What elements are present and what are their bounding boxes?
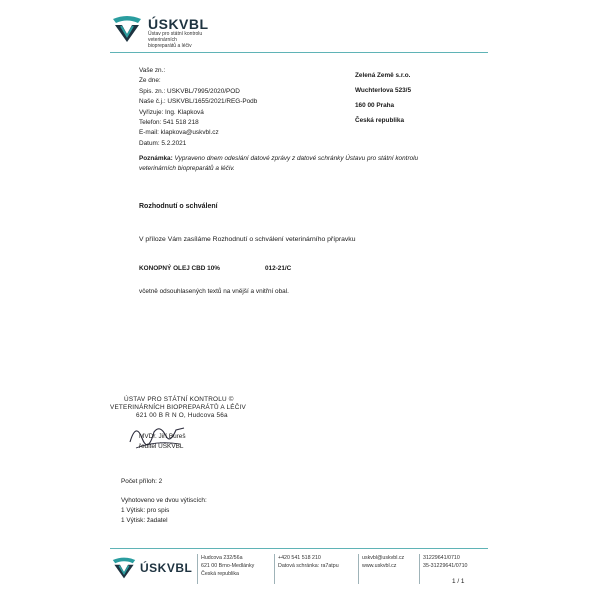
footer-brand: ÚSKVBL bbox=[140, 561, 193, 575]
recipient-line: Zelená Země s.r.o. bbox=[355, 72, 411, 79]
footer-address bbox=[201, 554, 254, 578]
official-stamp bbox=[110, 396, 246, 420]
header-subtitle-line: veterinárních bbox=[148, 37, 177, 43]
signatory-title: ředitel ÚSKVBL bbox=[139, 443, 184, 450]
recipient-line: 160 00 Praha bbox=[355, 102, 395, 109]
header-subtitle bbox=[148, 31, 202, 49]
body-text: V příloze Vám zasíláme Rozhodnutí o schválení veterinárního přípravku bbox=[139, 236, 356, 243]
copies-block bbox=[121, 496, 207, 526]
recipient-line: Wuchterlova 523/5 bbox=[355, 87, 412, 94]
stamp-line: ÚSTAV PRO STÁTNÍ KONTROLU © bbox=[124, 396, 234, 403]
reference-line: Ze dne: bbox=[139, 77, 161, 85]
note-text: veterinárních biopreparátů a léčiv. bbox=[139, 165, 235, 172]
footer-divider bbox=[197, 554, 198, 584]
subject: Rozhodnutí o schválení bbox=[139, 203, 218, 210]
footer-logo-icon bbox=[110, 556, 138, 580]
footer-email[interactable]: uskvbl@uskvbl.cz bbox=[362, 555, 405, 561]
reference-line: E-mail: klapkova@uskvbl.cz bbox=[139, 129, 219, 137]
reference-line: Telefon: 541 518 218 bbox=[139, 119, 199, 127]
reference-line: Naše č.j.: USKVBL/1655/2021/REG-Podb bbox=[139, 98, 258, 106]
header-subtitle-line: Ústav pro státní kontrolu bbox=[148, 31, 203, 37]
footer-address-line: 621 00 Brno-Medlánky bbox=[201, 563, 255, 569]
uskvbl-logo-icon bbox=[110, 14, 144, 44]
footer-ids bbox=[423, 554, 467, 570]
signatory bbox=[139, 432, 186, 452]
recipient-address bbox=[355, 68, 411, 128]
note-label: Poznámka: bbox=[139, 155, 173, 162]
product-code: 012-21/C bbox=[265, 265, 292, 272]
reference-block bbox=[139, 66, 257, 149]
stamp-line: 621 00 B R N O, Hudcova 56a bbox=[136, 412, 228, 419]
copies-title: Vyhotoveno ve dvou výtiscích: bbox=[121, 497, 207, 504]
header-brand: ÚSKVBL bbox=[148, 16, 209, 32]
footer-ico: 31229641/0710 bbox=[423, 555, 460, 561]
footer-divider bbox=[274, 554, 275, 584]
attachments-count: Počet příloh: 2 bbox=[121, 478, 163, 485]
footer-website[interactable]: www.uskvbl.cz bbox=[362, 563, 397, 569]
copies-line: 1 Výtisk: žadatel bbox=[121, 517, 168, 524]
copies-line: 1 Výtisk: pro spis bbox=[121, 507, 170, 514]
footer-web bbox=[362, 554, 404, 570]
footer-rule bbox=[110, 548, 488, 549]
footer-address-line: Česká republika bbox=[201, 571, 239, 577]
footer-data-box: Datová schránka: ra7atpu bbox=[278, 563, 339, 569]
footer-dic: 35-31229641/0710 bbox=[423, 563, 468, 569]
footer-phone: +420 541 518 210 bbox=[278, 555, 321, 561]
including-text: včetně odsouhlasených textů na vnější a vnitřní obal. bbox=[139, 288, 289, 295]
footer-divider bbox=[419, 554, 420, 584]
reference-line: Datum: 5.2.2021 bbox=[139, 139, 187, 147]
reference-line: Vaše zn.: bbox=[139, 67, 166, 74]
page-number: 1 / 1 bbox=[452, 578, 465, 585]
note bbox=[139, 154, 479, 174]
footer-address-line: Hudcova 232/56a bbox=[201, 555, 243, 561]
recipient-line: Česká republika bbox=[355, 117, 405, 124]
header-subtitle-line: biopreparátů a léčiv bbox=[148, 43, 192, 49]
signatory-name: MVDr. Jiří Bureš bbox=[139, 433, 186, 440]
footer-divider bbox=[358, 554, 359, 584]
header-rule bbox=[110, 52, 488, 53]
reference-line: Spis. zn.: USKVBL/7995/2020/POD bbox=[139, 87, 240, 95]
footer-contact bbox=[278, 554, 339, 570]
reference-line: Vyřizuje: Ing. Klapková bbox=[139, 108, 204, 116]
product-name: KONOPNÝ OLEJ CBD 10% bbox=[139, 265, 220, 272]
stamp-line: VETERINÁRNÍCH BIOPREPARÁTŮ A LÉČIV bbox=[110, 404, 246, 411]
note-text: Vypraveno dnem odeslání datové zprávy z datové schránky Ústavu pro státní kontrolu bbox=[174, 155, 419, 162]
